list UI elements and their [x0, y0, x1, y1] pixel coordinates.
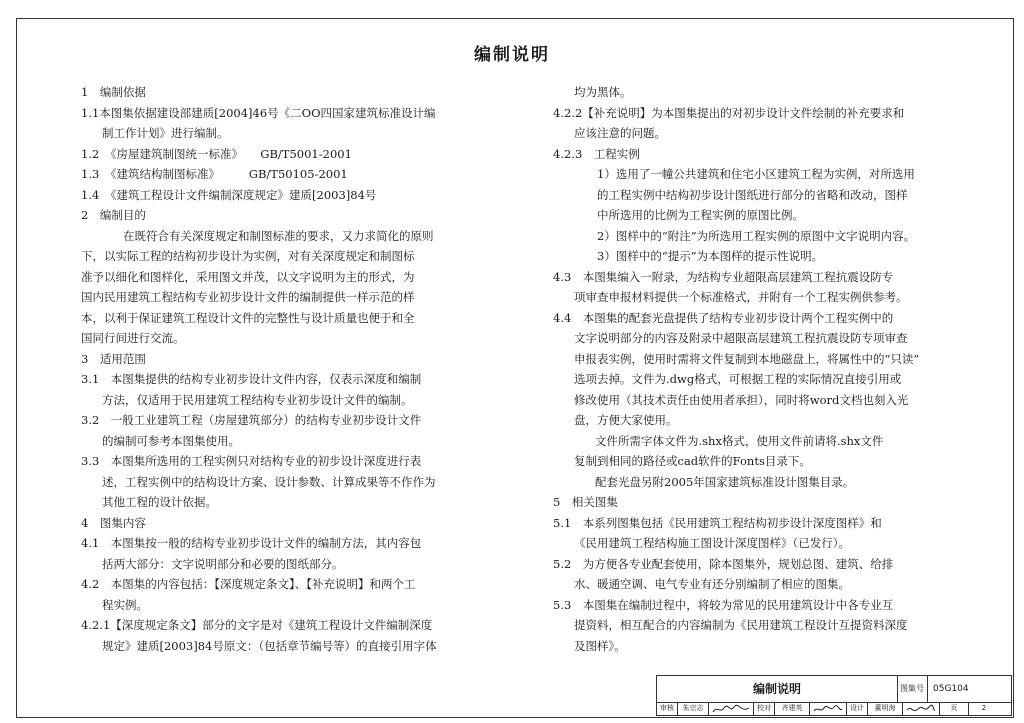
title-block-signature-row [657, 702, 1011, 715]
text-line: 3.2 一般工业建筑工程（房屋建筑部分）的结构专业初步设计文件 [81, 413, 422, 427]
text-line: 1）选用了一幢公共建筑和住宅小区建筑工程为实例，对所选用 [597, 167, 915, 181]
text-line: 准予以细化和图样化，采用图文并茂，以文字说明为主的形式，为 [81, 269, 415, 284]
text-line: 4.2 本图集的内容包括：【深度规定条文】、【补充说明】和两个工 [81, 577, 416, 591]
page-label: 页 [940, 702, 969, 715]
title-block-top-row [657, 676, 1011, 703]
text-line: 4.1 本图集按一般的结构专业初步设计文件的编制方法，其内容包 [81, 536, 422, 550]
text-line: 应该注意的问题。 [574, 126, 666, 140]
title-block-title: 编制说明 [657, 676, 898, 702]
text-line: 1.3 《建筑结构制图标准》 GB/T50105-2001 [81, 167, 348, 181]
text-line: 4.2.2【补充说明】为本图集提出的对初步设计文件绘制的补充要求和 [553, 105, 905, 120]
text-line: 文字说明部分的内容及附录中超限高层建筑工程抗震设防专项审查 [574, 331, 908, 345]
designer-name: 董明海 [868, 702, 903, 715]
text-line: 5.3 本图集在编制过程中，将较为常见的民用建筑设计中各专业互 [553, 597, 894, 612]
text-line: 在既符合有关深度规定和制图标准的要求，又力求简化的原则 [123, 228, 434, 243]
text-line: 规定》建质[2003]84号原文：（包括章节编号等）的直接引用字体 [102, 638, 437, 653]
text-line: 均为黑体。 [574, 85, 632, 99]
text-line: 程实例。 [102, 597, 148, 612]
text-line: 5.2 为方便各专业配套使用，除本图集外，规划总图、建筑、给排 [553, 556, 894, 571]
text-line: 其他工程的设计依据。 [102, 495, 217, 509]
text-line: 文件所需字体文件为.shx格式，使用文件前请将.shx文件 [595, 433, 884, 448]
text-line: 3.1 本图集提供的结构专业初步设计文件内容，仅表示深度和编制 [81, 372, 422, 386]
checker-signature [810, 702, 847, 715]
left-text-column [81, 82, 491, 656]
text-line: 1.4 《建筑工程设计文件编制深度规定》建质[2003]84号 [81, 187, 377, 202]
set-number: 05G104 [933, 684, 969, 694]
text-line: 5 相关图集 [553, 495, 618, 509]
reviewer-name: 朱宗志 [678, 702, 709, 715]
text-line: 1 编制依据 [81, 85, 146, 99]
checker-name: 齐建英 [775, 702, 810, 715]
text-line: 配套光盘另附2005年国家建筑标准设计图集目录。 [595, 474, 855, 489]
title-block [656, 675, 1012, 716]
text-line: 修改使用（其技术责任由使用者承担），同时将word文档也刻入光 [574, 392, 909, 407]
reviewer-signature [709, 702, 754, 715]
text-line: 水、暖通空调、电气专业有还分别编制了相应的图集。 [574, 577, 850, 591]
text-line: 2 编制目的 [81, 208, 146, 222]
text-line: 复制到相同的路径或cad软件的Fonts目录下。 [574, 454, 811, 468]
set-number-label: 图集号 [897, 676, 928, 702]
check-label: 校对 [754, 702, 775, 715]
text-line: 制工作计划》进行编制。 [102, 126, 229, 140]
text-line: 4.2.1【深度规定条文】部分的文字是对《建筑工程设计文件编制深度 [81, 618, 433, 632]
text-line: 3.3 本图集所选用的工程实例只对结构专业的初步设计深度进行表 [81, 454, 422, 468]
text-line: 3 适用范围 [81, 351, 146, 366]
right-text-column [553, 82, 963, 656]
text-line: 方法，仅适用于民用建筑工程结构专业初步设计文件的编制。 [102, 392, 413, 407]
text-line: 4 图集内容 [81, 515, 146, 530]
text-line: 中所选用的比例为工程实例的原图比例。 [597, 208, 804, 222]
page-number: 2 [981, 704, 987, 712]
text-line: 的工程实例中结构初步设计图纸进行部分的省略和改动，图样 [597, 187, 908, 202]
text-line: 述，工程实例中的结构设计方案、设计参数、计算成果等不作作为 [102, 474, 436, 489]
text-line: 括两大部分：文字说明部分和必要的图纸部分。 [102, 556, 344, 571]
text-line: 2）图样中的“附注”为所选用工程实例的原图中文字说明内容。 [597, 228, 916, 243]
page-title: 编制说明 [474, 45, 550, 65]
text-line: 4.2.3 工程实例 [553, 146, 640, 161]
text-line: 1.2 《房屋建筑制图统一标准》 GB/T5001-2001 [81, 146, 352, 161]
text-line: 选项去掉。文件为.dwg格式，可根据工程的实际情况直接引用或 [574, 372, 902, 386]
text-line: 的编制可参考本图集使用。 [102, 433, 240, 448]
text-line: 本，以利于保证建筑工程设计文件的完整性与设计质量也便于和全 [81, 310, 415, 325]
signature-scribble-icon [711, 704, 751, 715]
designer-signature [903, 702, 940, 715]
text-line: 国内民用建筑工程结构专业初步设计文件的编制提供一样示范的样 [81, 290, 415, 304]
text-line: 提资料，相互配合的内容编制为《民用建筑工程设计互提资料深度 [574, 618, 908, 632]
text-line: 盘，方便大家使用。 [574, 413, 678, 427]
text-line: 《民用建筑工程结构施工图设计深度图样》（已发行）。 [574, 536, 850, 550]
text-line: 4.4 本图集的配套光盘提供了结构专业初步设计两个工程实例中的 [553, 310, 894, 325]
text-line: 下，以实际工程的结构初步设计为实例，对有关深度规定和制图标 [81, 249, 415, 263]
text-line: 5.1 本系列图集包括《民用建筑工程结构初步设计深度图样》和 [553, 515, 882, 530]
text-line: 项审查申报材料提供一个标准格式，并附有一个工程实例供参考。 [574, 290, 908, 304]
signature-scribble-icon [905, 704, 937, 715]
text-line: 1.1本图集依据建设部建质[2004]46号《二OO四国家建筑标准设计编 [81, 105, 436, 120]
signature-scribble-icon [812, 704, 844, 715]
text-line: 及图样》。 [574, 638, 626, 653]
text-line: 申报表实例，使用时需将文件复制到本地磁盘上，将属性中的“只读” [574, 351, 920, 366]
review-label: 审核 [657, 702, 678, 715]
design-label: 设计 [847, 702, 868, 715]
text-line: 国同行间进行交流。 [81, 331, 185, 345]
text-line: 4.3 本图集编入一附录，为结构专业超限高层建筑工程抗震设防专 [553, 269, 894, 284]
text-line: 3）图样中的“提示”为本图样的提示性说明。 [597, 249, 824, 263]
